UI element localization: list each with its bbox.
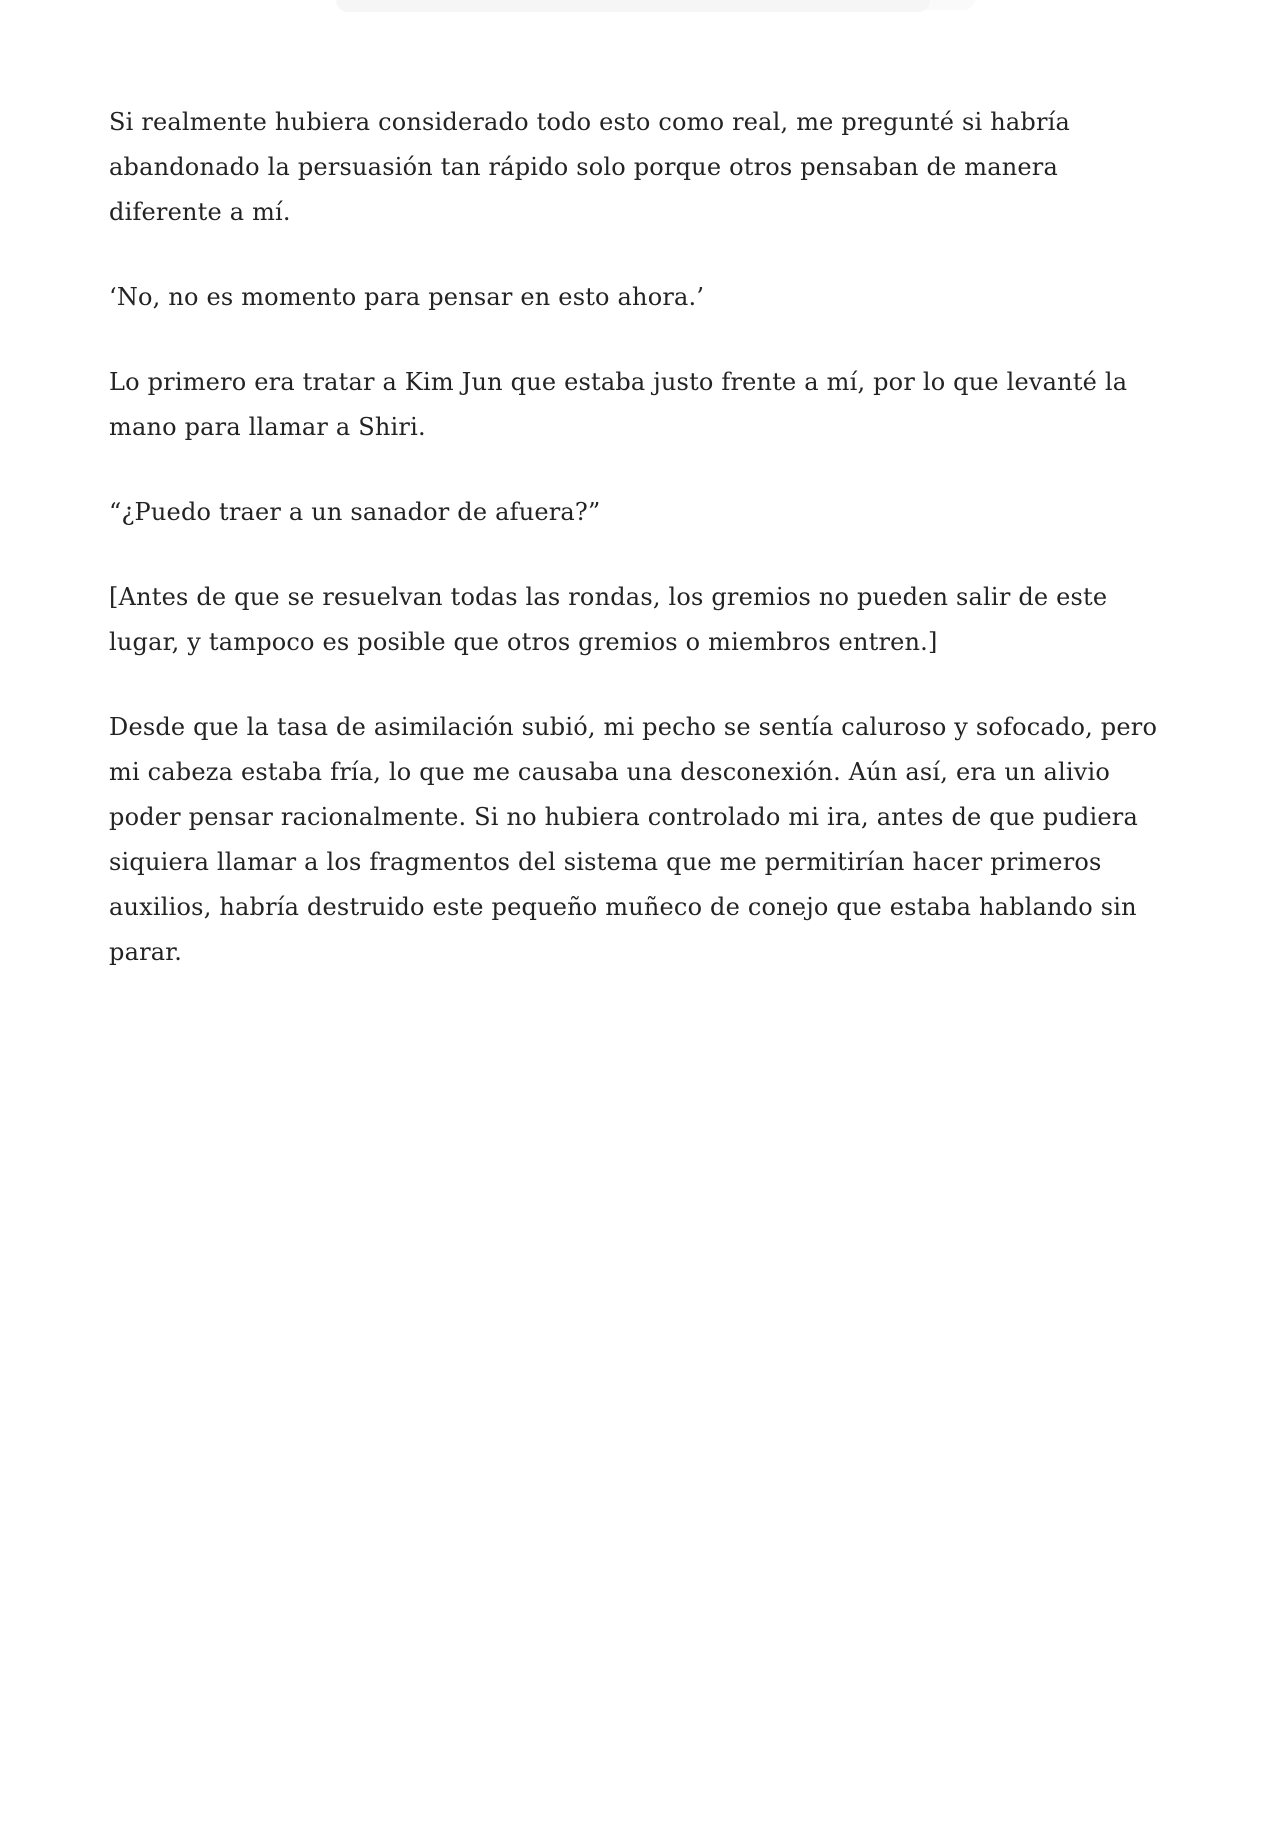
paragraph-inner-thought: ‘No, no es momento para pensar en esto ahora.’ bbox=[109, 283, 705, 311]
paragraph-narration-3: Desde que la tasa de asimilación subió, mi pecho se sentía caluroso y sofocado, pero mi cabeza estaba fría, lo que me causaba una desconexión. Aún así, era un alivio poder pensar racionalmente. Si no hubiera controlado mi ira, antes de que pudiera siquiera llamar a los fragmentos del sistema que me permitirían hacer primeros auxilios, habría destruido este pequeño muñeco de conejo que estaba hablando sin parar. bbox=[109, 713, 1158, 966]
paragraph-dialogue: “¿Puedo traer a un sanador de afuera?” bbox=[109, 498, 601, 526]
paragraph-system-message: [Antes de que se resuelvan todas las rondas, los gremios no pueden salir de este lugar, y tampoco es posible que otros gremios o miembros entren.] bbox=[109, 583, 1108, 656]
top-toolbar-partial bbox=[336, 0, 930, 12]
chapter-text-body bbox=[109, 100, 1171, 1015]
paragraph-narration-1: Si realmente hubiera considerado todo esto como real, me pregunté si habría abandonado la persuasión tan rápido solo porque otros pensaban de manera diferente a mí. bbox=[109, 108, 1071, 226]
paragraph-narration-2: Lo primero era tratar a Kim Jun que estaba justo frente a mí, por lo que levanté la mano para llamar a Shiri. bbox=[109, 368, 1128, 441]
